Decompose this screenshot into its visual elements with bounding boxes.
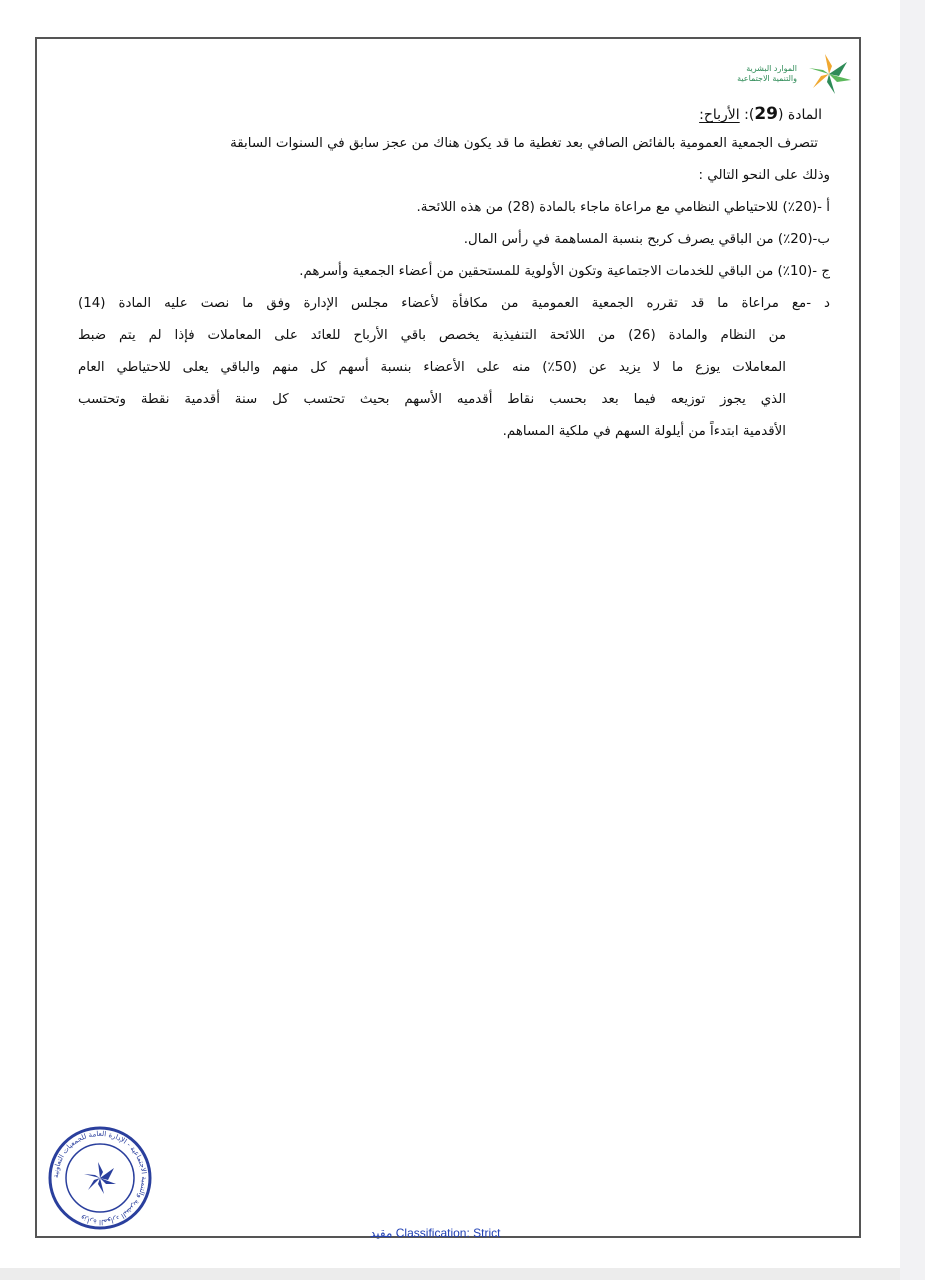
item-d-line-4: الذي يجوز توزيعه فيما بعد بحسب نقاط أقدميه الأسهم بحيث تحتسب كل سنة أقدمية نقطة وتحتسب [78, 392, 786, 407]
logo-emblem-icon [803, 52, 855, 96]
stamp-emblem-icon [84, 1162, 116, 1194]
item-d-line-5: الأقدمية ابتدءاً من أيلولة السهم في ملكية المساهم. [502, 424, 786, 439]
article-body [78, 100, 830, 448]
intro-line-1: تتصرف الجمعية العمومية بالفائض الصافي بعد تغطية ما قد يكون هناك من عجز سابق في السنوات السابقة [230, 136, 818, 151]
stamp-ring-text: وزارة الموارد البشرية والتنمية الاجتماعية - الإدارة العامة للجمعيات التعاونية [51, 1129, 149, 1227]
ministry-logo [705, 52, 855, 96]
item-d-line-3: المعاملات يوزع ما لا يزيد عن (50٪) منه على الأعضاء بنسبة أسهم كل منهم والباقي يعلى للاحتياطي العام [78, 360, 786, 375]
intro-line-2: وذلك على النحو التالي : [698, 168, 830, 183]
heading-prefix: المادة ( [778, 107, 822, 123]
heading-title: الأرباح: [699, 107, 740, 123]
item-b: ب-(20٪) من الباقي يصرف كربح بنسبة المساهمة في رأس المال. [463, 232, 830, 247]
heading-number: 29 [754, 104, 778, 124]
item-d-line-2: من النظام والمادة (26) من اللائحة التنفيذية يخصص باقي الأرباح للعائد على المعاملات فإذا لم يتم ضبط [78, 328, 786, 343]
item-d-line-1: د -مع مراعاة ما قد تقرره الجمعية العمومية من مكافأة لأعضاء مجلس الإدارة وفق ما نصت عليه المادة (14) [78, 296, 830, 311]
logo-line-2: والتنمية الاجتماعية [737, 74, 797, 83]
logo-text [697, 64, 797, 84]
official-stamp [46, 1124, 154, 1232]
item-a: أ -(20٪) للاحتياطي النظامي مع مراعاة ماجاء بالمادة (28) من هذه اللائحة. [416, 200, 830, 215]
viewer-scroll-margin [900, 0, 925, 1280]
classification-arabic: مقيد [370, 1226, 393, 1240]
heading-suffix: ): [739, 107, 755, 123]
article-heading [78, 100, 822, 128]
classification-footer [370, 1226, 500, 1240]
classification-label: Classification: Strict [395, 1226, 501, 1240]
item-c: ج -(10٪) من الباقي للخدمات الاجتماعية وتكون الأولوية للمستحقين من أعضاء الجمعية وأسرهم. [299, 264, 830, 279]
logo-line-1: الموارد البشرية [746, 64, 797, 73]
